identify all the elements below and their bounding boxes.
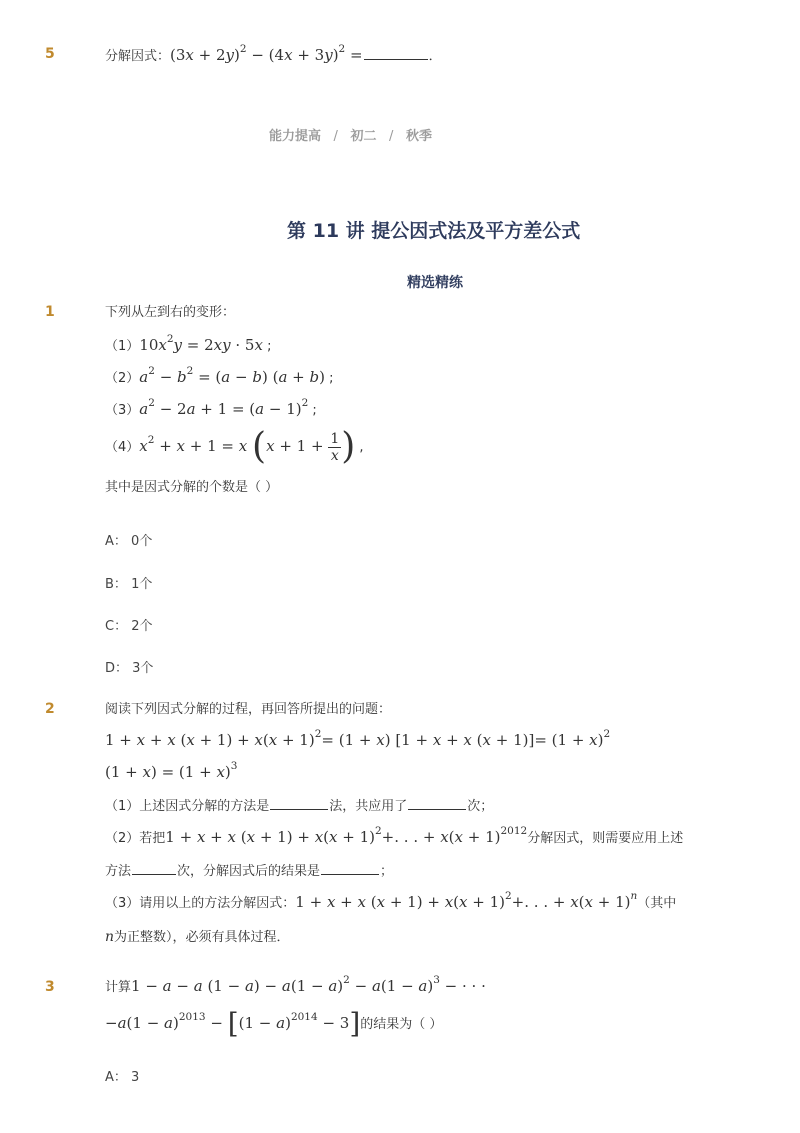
part-expression: 1 + x + x $(x + 1) + x(x + 1)^2+$. . . + $x(x + 1)^{2012}$ bbox=[165, 825, 528, 846]
question-5-expression: $(3x + 2y)^2 - (4x + 3y)^2$ = bbox=[170, 43, 363, 64]
item-expression: $a^2 - 2a + 1 = (a - 1)^2$ bbox=[139, 397, 309, 418]
question-5-stem bbox=[105, 43, 442, 66]
option-a[interactable] bbox=[105, 530, 152, 549]
stem-text: 计算 bbox=[105, 980, 132, 995]
question-number: 5 bbox=[45, 46, 55, 62]
question-number: 1 bbox=[45, 304, 55, 320]
item-expression: $a^2 - b^2 = (a - b) (a + b)$ bbox=[139, 365, 325, 386]
question-3-stem-cont bbox=[105, 1008, 442, 1040]
option-d[interactable] bbox=[105, 657, 153, 676]
question-number: 3 bbox=[45, 979, 55, 995]
item-expression: $10x^2y = 2xy \cdot 5x$ bbox=[139, 333, 263, 354]
option-label: A： bbox=[105, 534, 127, 549]
question-2-derivation: 1 + x + x $(x + 1) + x(x + 1)^2= (1 + x)$ [1 + x + x $(x + 1)]= (1 + x)^2$ bbox=[105, 728, 611, 749]
option-c[interactable] bbox=[105, 615, 153, 634]
item-label: （4） bbox=[105, 440, 140, 455]
answer-blank bbox=[364, 47, 428, 60]
part-text: 方法 bbox=[105, 864, 132, 879]
question-2-part-3 bbox=[105, 890, 677, 913]
question-2-part-1 bbox=[105, 797, 493, 816]
breadcrumb bbox=[269, 125, 432, 144]
variable-n: n bbox=[105, 929, 115, 945]
question-1-item: $(3)a^2 - 2a + 1 = (a - 1)^2$ ; bbox=[105, 397, 317, 418]
part-text: 法，共应用了 bbox=[329, 799, 408, 814]
stem-expression: 1 − a − a $(1 - a) - a(1 - a)^2 - a(1 - a)^3$ − · · · bbox=[131, 974, 486, 995]
question-1-item: $(2)a^2 - b^2 = (a - b) (a + b)$ ; bbox=[105, 365, 334, 386]
answer-blank bbox=[132, 862, 176, 875]
part-text: 次； bbox=[467, 799, 494, 814]
stem-expression: $-a(1 - a)^{2013} - [(1 - a)^{2014} - 3]$ bbox=[105, 1007, 361, 1040]
option-value: 1个 bbox=[131, 577, 153, 592]
item-label: （3） bbox=[105, 403, 140, 418]
part-text: 次，分解因式后的结果是 bbox=[177, 864, 321, 879]
question-1-item: $(1)10x^2y = 2xy \cdot 5x$ ; bbox=[105, 333, 272, 354]
answer-blank bbox=[408, 797, 466, 810]
stem-text: 的结果为（ ） bbox=[360, 1017, 443, 1032]
question-1-question: 其中是因式分解的个数是（ ） bbox=[105, 480, 279, 495]
part-text: （3）请用以上的方法分解因式： bbox=[105, 896, 296, 911]
question-3-stem bbox=[105, 974, 486, 997]
question-2-intro: 阅读下列因式分解的过程，再回答所提出的问题： bbox=[105, 702, 392, 717]
option-label: B： bbox=[105, 577, 127, 592]
item-label: （1） bbox=[105, 339, 140, 354]
part-text: （其中 bbox=[637, 896, 677, 911]
breadcrumb-grade: 初二 bbox=[350, 129, 377, 144]
breadcrumb-separator: / bbox=[389, 129, 394, 144]
option-b[interactable] bbox=[105, 573, 152, 592]
question-5-tail: ． bbox=[428, 49, 442, 64]
item-label: （2） bbox=[105, 371, 140, 386]
part-text: （1）上述因式分解的方法是 bbox=[105, 799, 270, 814]
lecture-title: 第 11 讲 提公因式法及平方差公式 bbox=[287, 220, 581, 242]
part-expression: 1 + x + x $(x + 1) + x(x + 1)^2+$. . . + $x(x + 1)^n$ bbox=[295, 890, 638, 911]
option-a[interactable] bbox=[105, 1066, 139, 1085]
breadcrumb-term: 秋季 bbox=[405, 129, 432, 144]
option-label: C： bbox=[105, 619, 128, 634]
breadcrumb-separator: / bbox=[333, 129, 338, 144]
question-number: 2 bbox=[45, 701, 55, 717]
option-value: 3个 bbox=[132, 661, 154, 676]
option-label: A： bbox=[105, 1070, 127, 1085]
section-title: 精选精练 bbox=[407, 275, 463, 291]
question-5-prompt: 分解因式： bbox=[105, 49, 171, 64]
item-expression: $x^2 + x + 1 = x$ (x + 1 + $\frac{1}{x}$ ) bbox=[139, 426, 356, 467]
breadcrumb-level: 能力提高 bbox=[269, 129, 322, 144]
part-text: （2）若把 bbox=[105, 831, 166, 846]
option-label: D： bbox=[105, 661, 129, 676]
question-2-part-3-cont bbox=[105, 928, 290, 947]
fraction: $\frac{1}{x}$ bbox=[330, 430, 340, 464]
part-text: ； bbox=[380, 864, 394, 879]
option-value: 0个 bbox=[131, 534, 153, 549]
answer-blank bbox=[321, 862, 379, 875]
option-value: 2个 bbox=[131, 619, 153, 634]
part-text: 分解因式，则需要应用上述 bbox=[527, 831, 684, 846]
answer-blank bbox=[270, 797, 328, 810]
question-1-intro: 下列从左到右的变形： bbox=[105, 305, 236, 320]
question-2-derivation: $(1 + x) = (1 + x)^3$ bbox=[105, 760, 238, 781]
question-1-item: $(4)x^2 + x + 1 = x$ (x + 1 + $\frac{1}{x}$ ) , bbox=[105, 426, 364, 467]
question-2-part-2 bbox=[105, 825, 684, 848]
question-2-part-2-cont bbox=[105, 862, 393, 881]
option-value: 3 bbox=[131, 1070, 140, 1085]
part-text: 为正整数），必须有具体过程． bbox=[114, 930, 290, 945]
